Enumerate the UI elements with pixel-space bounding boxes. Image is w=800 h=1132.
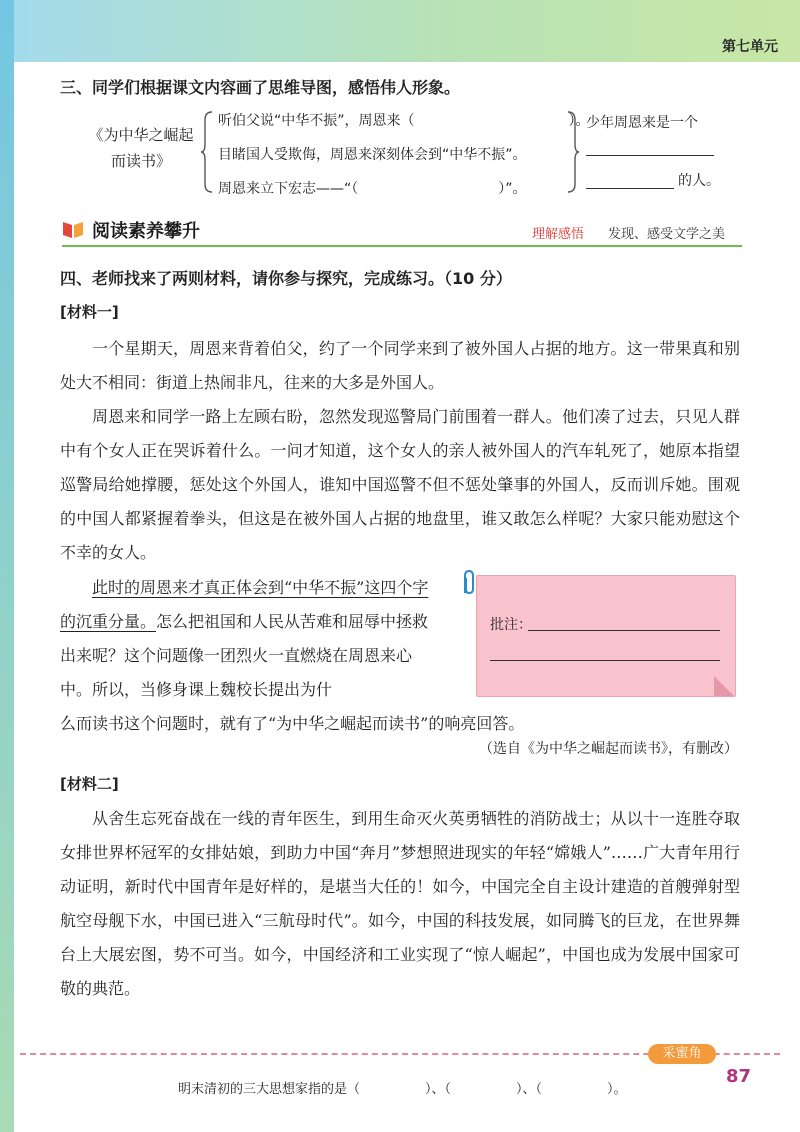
unit-title: 第七单元 (722, 39, 778, 55)
mindmap-center (82, 122, 200, 174)
header-band (14, 0, 800, 62)
footer-badge: 采蜜角 (648, 1044, 716, 1064)
page-edge-strip (0, 0, 14, 1132)
banner-tag: 理解感悟 (532, 227, 585, 242)
material-2-paragraph: 从舍生忘死奋战在一线的青年医生，到用生命灭火英勇牺牲的消防战士；从以十一连胜夺取女排世界杯冠军的女排姑娘，到助力中国“奔月”梦想照进现实的年轻“嫦娥人”……广大青年用行动证明，新时代中国青年是好样的，是堪当大任的！如今，中国完全自主设计建造的首艘弹射型航空母舰下水，中国已进入“三航母时代”。如今，中国的科技发展，如同腾飞的巨龙，在世界舞台上大展宏图，势不可当。如今，中国经济和工业实现了“惊人崛起”，中国也成为发展中国家可敬的典范。 (60, 809, 740, 998)
underlined-sentence: 此时的周恩来才真正体会到“中华不振”这四个字的沉重分量。 (60, 578, 429, 631)
footer-question: 明末清初的三大思想家指的是（ ）、（ ）、（ ）。 (178, 1082, 627, 1097)
question-3-title: 三、同学们根据课文内容画了思维导图，感悟伟人形象。 (60, 78, 461, 97)
section-banner (62, 215, 742, 247)
annotation-card (476, 575, 736, 697)
right-brace-icon (566, 110, 580, 194)
material-1-paragraph-1: 一个星期天，周恩来背着伯父，约了一个同学来到了被外国人占据的地方。这一带果真和别处大不相同：街道上热闹非凡，往来的大多是外国人。 (60, 339, 740, 392)
mindmap-line-3: 周恩来立下宏志——“（ ）”。 (218, 181, 527, 197)
mindmap-center-line-1: 《为中华之崛起 (88, 126, 194, 144)
answer-blank-trait-1[interactable] (586, 155, 714, 156)
paragraph-3-rest: 怎么把祖国和人民从苦难和屈辱中拯救出来呢？这个问题像一团烈火一直燃烧在周恩来心中。所以，当修身课上魏校长提出为什 (60, 612, 429, 699)
mindmap-right-prefix: 少年周恩来是一个 (586, 115, 698, 131)
left-brace-icon (200, 110, 214, 194)
book-icon (62, 219, 84, 239)
annotation-label: 批注： (490, 617, 532, 633)
material-1-label: [材料一] (60, 303, 119, 321)
mindmap-line-1: 听伯父说“中华不振”，周恩来（ ）。 (218, 113, 590, 129)
material-1-source: （选自《为中华之崛起而读书》，有删改） (479, 741, 738, 757)
material-1-paragraph-2: 周恩来和同学一路上左顾右盼，忽然发现巡警局门前围着一群人。他们凑了过去，只见人群中有个女人正在哭诉着什么。一问才知道，这个女人的亲人被外国人的汽车轧死了，她原本指望巡警局给她撑腰，惩处这个外国人，谁知中国巡警不但不惩处肇事的外国人，反而训斥她。围观的中国人都紧握着拳头，但这是在被外国人占据的地盘里，谁又敢怎么样呢？大家只能劝慰这个不幸的女人。 (60, 407, 740, 562)
banner-subtitle: 发现、感受文学之美 (608, 227, 726, 242)
material-2-label: [材料二] (60, 775, 119, 793)
mindmap-line-2: 目睹国人受欺侮，周恩来深刻体会到“中华不振”。 (218, 147, 527, 163)
banner-title: 阅读素养攀升 (92, 221, 200, 242)
material-1-paragraph-3-tail: 么而读书这个问题时，就有了“为中华之崛起而读书”的响亮回答。 (60, 714, 525, 733)
annotation-blank-1[interactable] (528, 630, 720, 631)
paperclip-icon (458, 569, 480, 597)
annotation-blank-2[interactable] (490, 660, 720, 661)
material-1-paragraph-3 (60, 571, 442, 707)
answer-blank-trait-2[interactable] (586, 188, 674, 189)
annotation-card-fold (714, 676, 734, 696)
page-number: 87 (726, 1066, 752, 1087)
question-4-title: 四、老师找来了两则材料，请你参与探究，完成练习。（10 分） (60, 269, 512, 288)
mindmap-right-suffix: 的人。 (678, 173, 720, 189)
mindmap-center-line-2: 而读书》 (110, 152, 171, 170)
